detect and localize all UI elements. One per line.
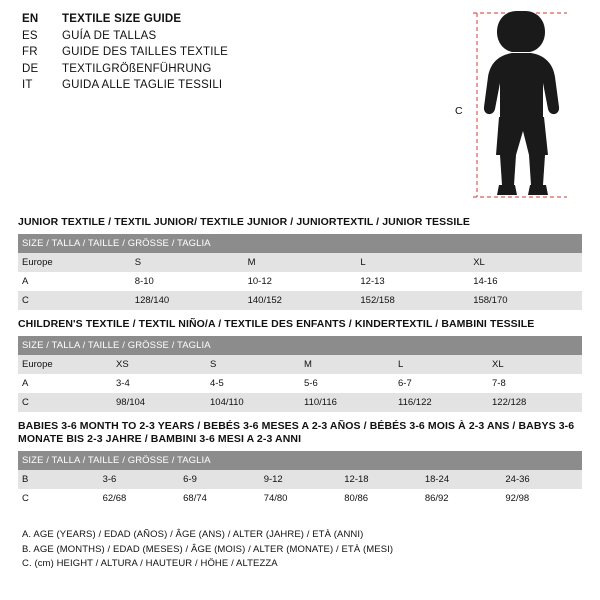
language-title-fr: GUIDE DES TAILLES TEXTILE [62, 46, 229, 58]
cell: 152/158 [356, 291, 469, 310]
table-header-label: SIZE / TALLA / TAILLE / GRÖSSE / TAGLIA [18, 234, 582, 253]
row-label: Europe [18, 355, 112, 374]
language-row-fr [22, 47, 422, 59]
language-row-it [22, 80, 422, 92]
size-table-babies [18, 451, 582, 508]
cell: 98/104 [112, 393, 206, 412]
row-label: A [18, 374, 112, 393]
cell: 10-12 [244, 272, 357, 291]
cell: 18-24 [421, 470, 502, 489]
table-header-label: SIZE / TALLA / TAILLE / GRÖSSE / TAGLIA [18, 336, 582, 355]
cell: S [131, 253, 244, 272]
cell: 3-4 [112, 374, 206, 393]
cell: 12-18 [340, 470, 421, 489]
cell: 9-12 [260, 470, 341, 489]
table-row [18, 470, 582, 489]
child-silhouette-figure [455, 5, 585, 205]
row-label: Europe [18, 253, 131, 272]
table-header-row [18, 234, 582, 253]
cell: 12-13 [356, 272, 469, 291]
silhouette-right-leg [529, 155, 545, 185]
section-childrens-textile [18, 318, 582, 412]
table-header-row [18, 451, 582, 470]
cell: XL [469, 253, 582, 272]
cell: 6-9 [179, 470, 260, 489]
cell: 80/86 [340, 489, 421, 508]
cell: 6-7 [394, 374, 488, 393]
cell: 74/80 [260, 489, 341, 508]
language-code-es: ES [22, 29, 38, 42]
section-title-junior: JUNIOR TEXTILE / TEXTIL JUNIOR/ TEXTILE JUNIOR / JUNIORTEXTIL / JUNIOR TESSILE [18, 216, 470, 228]
table-header-label: SIZE / TALLA / TAILLE / GRÖSSE / TAGLIA [18, 451, 582, 470]
language-header [22, 14, 422, 97]
silhouette-shorts [496, 117, 548, 155]
section-title-childrens: CHILDREN'S TEXTILE / TEXTIL NIÑO/A / TEXTILE DES ENFANTS / KINDERTEXTIL / BAMBINI TESSILE [18, 318, 535, 330]
cell: XS [112, 355, 206, 374]
legend-notes [22, 528, 582, 572]
figure-measure-label: C [455, 105, 463, 117]
language-code-de: DE [22, 62, 39, 75]
row-label: A [18, 272, 131, 291]
cell: 110/116 [300, 393, 394, 412]
cell: 128/140 [131, 291, 244, 310]
language-row-de [22, 64, 422, 76]
cell: 104/110 [206, 393, 300, 412]
language-code-en: EN [22, 13, 39, 25]
silhouette-right-foot [528, 185, 548, 195]
language-title-de: TEXTILGRÖßENFÜHRUNG [62, 62, 212, 75]
cell: 140/152 [244, 291, 357, 310]
silhouette-left-foot [497, 185, 517, 195]
section-junior-textile [18, 216, 582, 310]
size-table-junior [18, 234, 582, 310]
row-label: C [18, 489, 99, 508]
table-row [18, 374, 582, 393]
cell: 68/74 [179, 489, 260, 508]
language-title-en: TEXTILE SIZE GUIDE [62, 13, 182, 25]
legend-line-b: B. AGE (MONTHS) / EDAD (MESES) / ÂGE (MOIS) / ALTER (MONATE) / ETÀ (MESI) [22, 543, 394, 555]
cell: 86/92 [421, 489, 502, 508]
table-row [18, 355, 582, 374]
table-row [18, 489, 582, 508]
cell: L [394, 355, 488, 374]
legend-line-a: A. AGE (YEARS) / EDAD (AÑOS) / ÂGE (ANS) / ALTER (JAHRE) / ETÀ (ANNI) [22, 529, 364, 540]
table-row [18, 253, 582, 272]
cell: 3-6 [99, 470, 180, 489]
child-silhouette-icon [455, 5, 585, 205]
table-row [18, 272, 582, 291]
cell: 116/122 [394, 393, 488, 412]
cell: 92/98 [501, 489, 582, 508]
language-code-it: IT [22, 79, 33, 91]
cell: 122/128 [488, 393, 582, 412]
row-label: B [18, 470, 99, 489]
cell: M [244, 253, 357, 272]
language-code-fr: FR [22, 46, 38, 58]
cell: 8-10 [131, 272, 244, 291]
cell: XL [488, 355, 582, 374]
cell: 24-36 [501, 470, 582, 489]
cell: M [300, 355, 394, 374]
cell: 7-8 [488, 374, 582, 393]
legend-line-c: C. (cm) HEIGHT / ALTURA / HAUTEUR / HÖHE / ALTEZZA [22, 558, 278, 570]
table-header-row [18, 336, 582, 355]
row-label: C [18, 291, 131, 310]
table-row [18, 291, 582, 310]
language-row-en [22, 14, 422, 26]
language-row-es [22, 31, 422, 43]
size-table-childrens [18, 336, 582, 412]
cell: 4-5 [206, 374, 300, 393]
cell: 5-6 [300, 374, 394, 393]
section-babies-textile [18, 420, 582, 508]
silhouette-left-leg [500, 155, 516, 185]
cell: S [206, 355, 300, 374]
table-row [18, 393, 582, 412]
language-title-it: GUIDA ALLE TAGLIE TESSILI [62, 79, 223, 91]
section-title-babies: BABIES 3-6 MONTH TO 2-3 YEARS / BEBÉS 3-6 MESES A 2-3 AÑOS / BÉBÉS 3-6 MOIS À 2-3 ANS / BABYS 3-6 MONATE BIS 2-3 JAHRE / BAMBINI 3-6 MESI A 2-3 ANNI [18, 420, 575, 446]
cell: L [356, 253, 469, 272]
silhouette-torso [484, 53, 559, 117]
cell: 14-16 [469, 272, 582, 291]
cell: 158/170 [469, 291, 582, 310]
row-label: C [18, 393, 112, 412]
cell: 62/68 [99, 489, 180, 508]
language-title-es: GUÍA DE TALLAS [62, 29, 157, 42]
silhouette-head [497, 11, 545, 52]
